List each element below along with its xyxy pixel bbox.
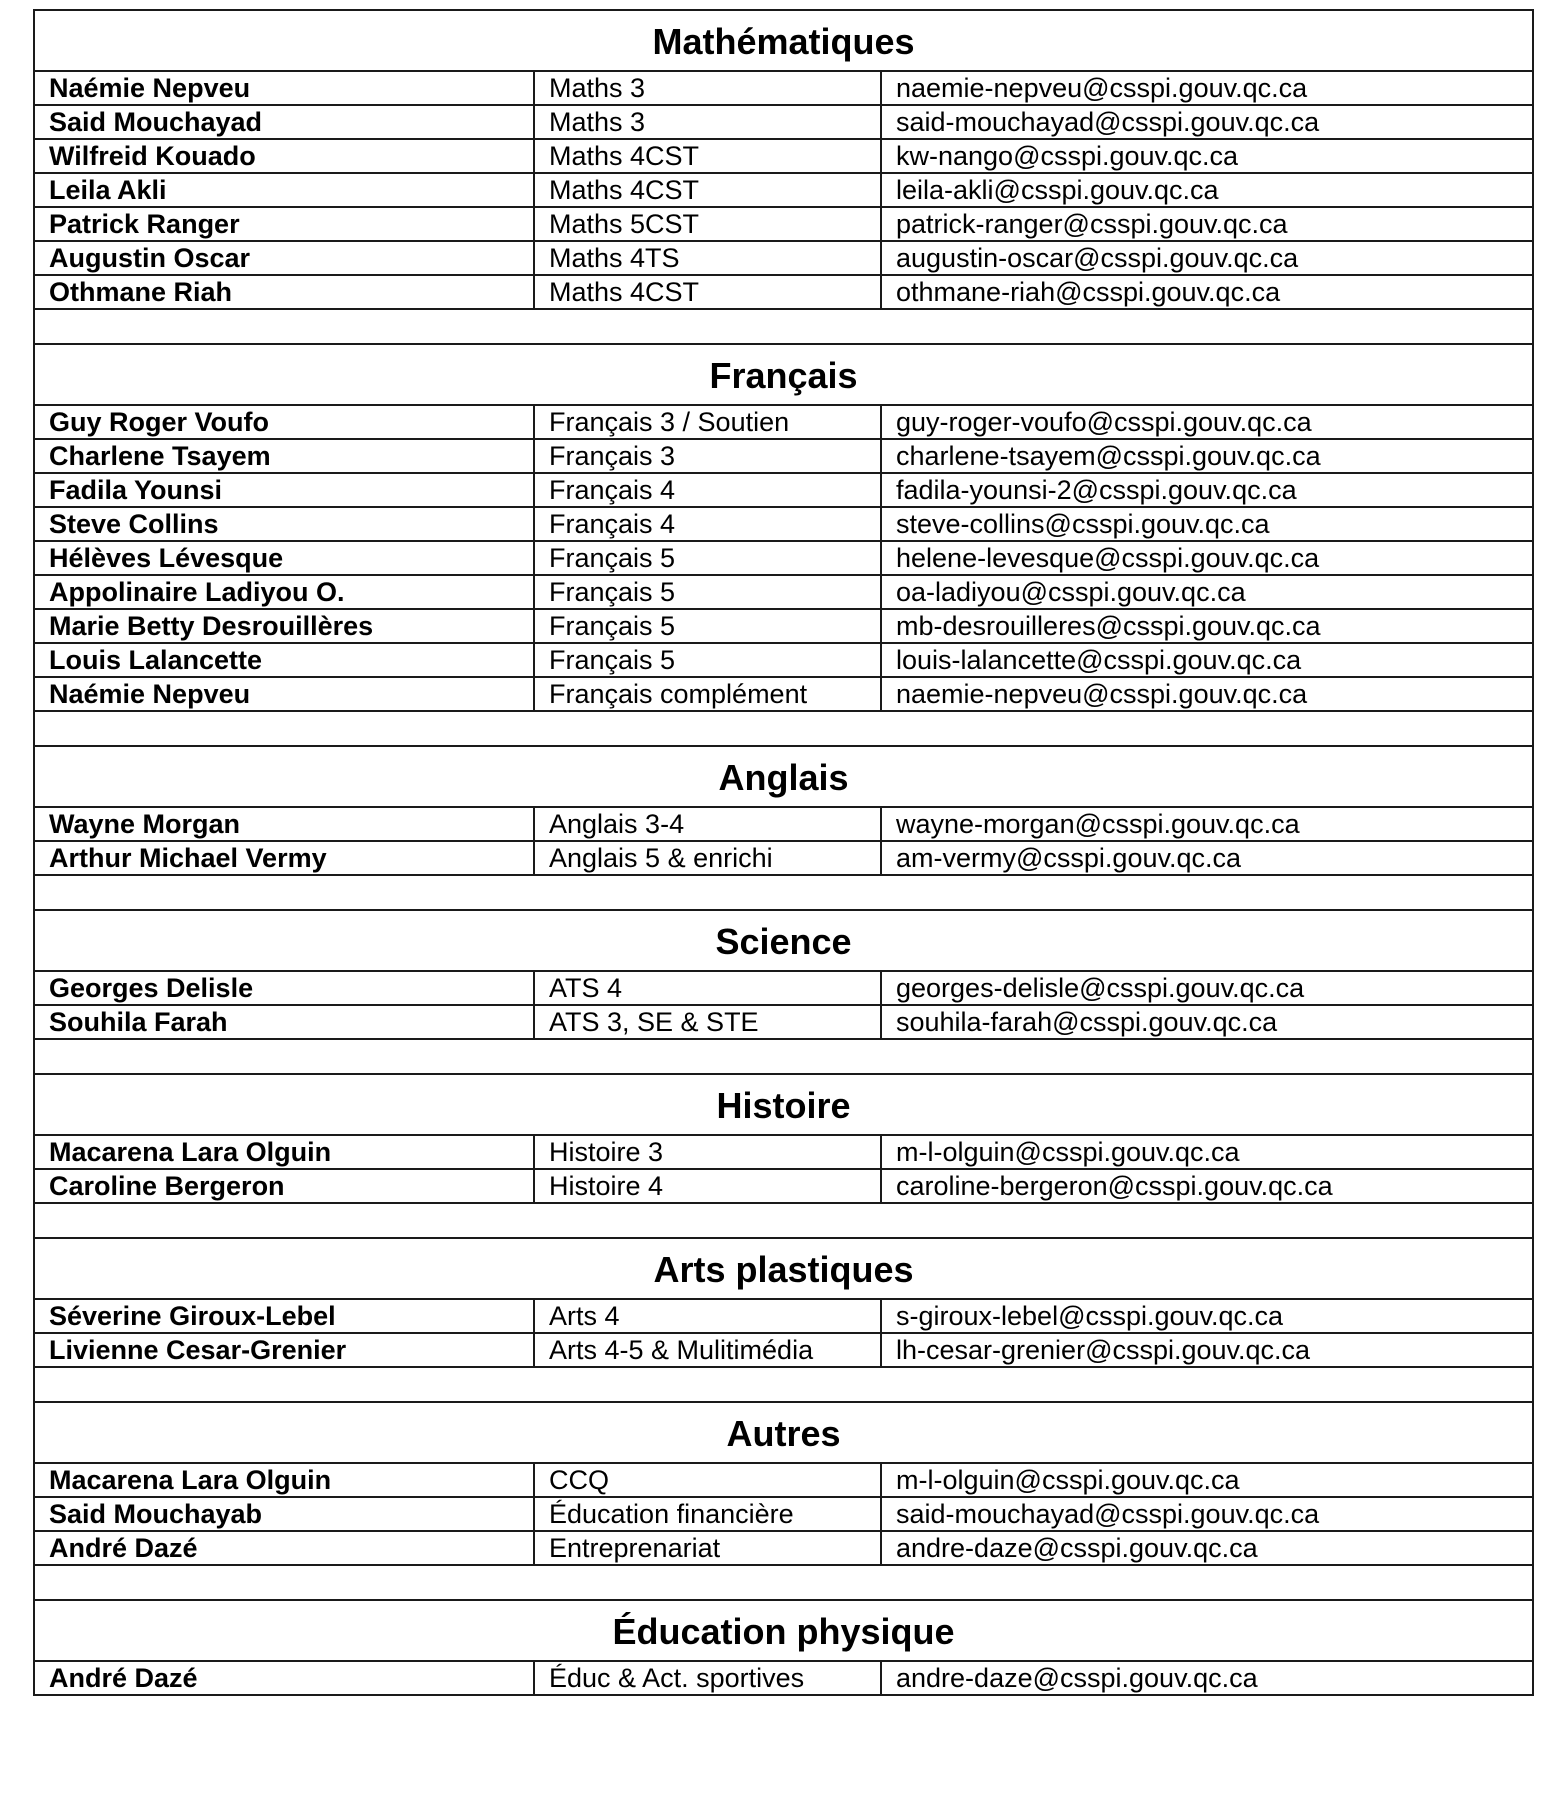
section-title: Arts plastiques	[34, 1238, 1533, 1299]
spacer-cell	[34, 711, 1533, 746]
course-name: Français 3	[534, 439, 881, 473]
email-address: m-l-olguin@csspi.gouv.qc.ca	[881, 1463, 1533, 1497]
table-row	[34, 1169, 1533, 1203]
email-address: andre-daze@csspi.gouv.qc.ca	[881, 1661, 1533, 1695]
table-row	[34, 241, 1533, 275]
teacher-name: Wilfreid Kouado	[34, 139, 534, 173]
course-name: Français 5	[534, 575, 881, 609]
email-address: louis-lalancette@csspi.gouv.qc.ca	[881, 643, 1533, 677]
section-title: Autres	[34, 1402, 1533, 1463]
email-address: said-mouchayad@csspi.gouv.qc.ca	[881, 105, 1533, 139]
email-address: othmane-riah@csspi.gouv.qc.ca	[881, 275, 1533, 309]
table-row	[34, 1005, 1533, 1039]
course-name: Maths 5CST	[534, 207, 881, 241]
teacher-name: Steve Collins	[34, 507, 534, 541]
table-row	[34, 643, 1533, 677]
teacher-name: Appolinaire Ladiyou O.	[34, 575, 534, 609]
table-row	[34, 609, 1533, 643]
table-row	[34, 173, 1533, 207]
spacer-cell	[34, 309, 1533, 344]
table-row	[34, 1497, 1533, 1531]
email-address: wayne-morgan@csspi.gouv.qc.ca	[881, 807, 1533, 841]
teacher-name: Leila Akli	[34, 173, 534, 207]
spacer-row	[34, 1565, 1533, 1600]
course-name: Entreprenariat	[534, 1531, 881, 1565]
course-name: ATS 3, SE & STE	[534, 1005, 881, 1039]
staff-directory-table	[33, 9, 1534, 1696]
email-address: am-vermy@csspi.gouv.qc.ca	[881, 841, 1533, 875]
teacher-name: Wayne Morgan	[34, 807, 534, 841]
spacer-cell	[34, 1565, 1533, 1600]
teacher-name: Hélèves Lévesque	[34, 541, 534, 575]
teacher-name: Georges Delisle	[34, 971, 534, 1005]
course-name: Français 4	[534, 473, 881, 507]
table-row	[34, 1661, 1533, 1695]
course-name: Maths 4CST	[534, 173, 881, 207]
email-address: leila-akli@csspi.gouv.qc.ca	[881, 173, 1533, 207]
course-name: Histoire 3	[534, 1135, 881, 1169]
table-row	[34, 439, 1533, 473]
section-header-row	[34, 1238, 1533, 1299]
spacer-cell	[34, 875, 1533, 910]
email-address: naemie-nepveu@csspi.gouv.qc.ca	[881, 677, 1533, 711]
course-name: Anglais 5 & enrichi	[534, 841, 881, 875]
email-address: kw-nango@csspi.gouv.qc.ca	[881, 139, 1533, 173]
table-row	[34, 275, 1533, 309]
course-name: Français complément	[534, 677, 881, 711]
email-address: augustin-oscar@csspi.gouv.qc.ca	[881, 241, 1533, 275]
teacher-name: Séverine Giroux-Lebel	[34, 1299, 534, 1333]
spacer-row	[34, 875, 1533, 910]
teacher-name: Caroline Bergeron	[34, 1169, 534, 1203]
table-row	[34, 71, 1533, 105]
section-title: Français	[34, 344, 1533, 405]
teacher-name: Patrick Ranger	[34, 207, 534, 241]
teacher-name: Augustin Oscar	[34, 241, 534, 275]
email-address: mb-desrouilleres@csspi.gouv.qc.ca	[881, 609, 1533, 643]
table-row	[34, 1531, 1533, 1565]
spacer-row	[34, 711, 1533, 746]
table-row	[34, 807, 1533, 841]
teacher-name: André Dazé	[34, 1661, 534, 1695]
course-name: Maths 4CST	[534, 275, 881, 309]
email-address: s-giroux-lebel@csspi.gouv.qc.ca	[881, 1299, 1533, 1333]
section-header-row	[34, 10, 1533, 71]
table-row	[34, 1463, 1533, 1497]
table-row	[34, 971, 1533, 1005]
teacher-name: Guy Roger Voufo	[34, 405, 534, 439]
course-name: Français 5	[534, 609, 881, 643]
table-row	[34, 1333, 1533, 1367]
section-title: Anglais	[34, 746, 1533, 807]
course-name: Maths 4TS	[534, 241, 881, 275]
teacher-name: Macarena Lara Olguin	[34, 1463, 534, 1497]
course-name: Arts 4-5 & Mulitimédia	[534, 1333, 881, 1367]
course-name: Français 3 / Soutien	[534, 405, 881, 439]
teacher-name: Othmane Riah	[34, 275, 534, 309]
email-address: oa-ladiyou@csspi.gouv.qc.ca	[881, 575, 1533, 609]
table-row	[34, 207, 1533, 241]
course-name: Maths 4CST	[534, 139, 881, 173]
section-header-row	[34, 1402, 1533, 1463]
course-name: Français 4	[534, 507, 881, 541]
teacher-name: André Dazé	[34, 1531, 534, 1565]
email-address: fadila-younsi-2@csspi.gouv.qc.ca	[881, 473, 1533, 507]
email-address: caroline-bergeron@csspi.gouv.qc.ca	[881, 1169, 1533, 1203]
table-row	[34, 677, 1533, 711]
teacher-name: Arthur Michael Vermy	[34, 841, 534, 875]
table-row	[34, 405, 1533, 439]
table-row	[34, 105, 1533, 139]
section-title: Éducation physique	[34, 1600, 1533, 1661]
table-row	[34, 473, 1533, 507]
section-header-row	[34, 1600, 1533, 1661]
teacher-name: Louis Lalancette	[34, 643, 534, 677]
spacer-row	[34, 1367, 1533, 1402]
teacher-name: Souhila Farah	[34, 1005, 534, 1039]
spacer-row	[34, 1039, 1533, 1074]
section-title: Science	[34, 910, 1533, 971]
course-name: Arts 4	[534, 1299, 881, 1333]
section-title: Histoire	[34, 1074, 1533, 1135]
spacer-row	[34, 309, 1533, 344]
spacer-cell	[34, 1203, 1533, 1238]
email-address: m-l-olguin@csspi.gouv.qc.ca	[881, 1135, 1533, 1169]
table-row	[34, 841, 1533, 875]
course-name: Éducation financière	[534, 1497, 881, 1531]
staff-directory-body	[34, 10, 1533, 1695]
teacher-name: Macarena Lara Olguin	[34, 1135, 534, 1169]
course-name: Maths 3	[534, 71, 881, 105]
section-header-row	[34, 746, 1533, 807]
email-address: andre-daze@csspi.gouv.qc.ca	[881, 1531, 1533, 1565]
table-row	[34, 1299, 1533, 1333]
email-address: steve-collins@csspi.gouv.qc.ca	[881, 507, 1533, 541]
table-row	[34, 139, 1533, 173]
email-address: souhila-farah@csspi.gouv.qc.ca	[881, 1005, 1533, 1039]
table-row	[34, 507, 1533, 541]
section-header-row	[34, 344, 1533, 405]
email-address: guy-roger-voufo@csspi.gouv.qc.ca	[881, 405, 1533, 439]
teacher-name: Said Mouchayab	[34, 1497, 534, 1531]
email-address: said-mouchayad@csspi.gouv.qc.ca	[881, 1497, 1533, 1531]
email-address: georges-delisle@csspi.gouv.qc.ca	[881, 971, 1533, 1005]
course-name: Histoire 4	[534, 1169, 881, 1203]
course-name: Anglais 3-4	[534, 807, 881, 841]
table-row	[34, 575, 1533, 609]
spacer-cell	[34, 1367, 1533, 1402]
teacher-name: Livienne Cesar-Grenier	[34, 1333, 534, 1367]
spacer-cell	[34, 1039, 1533, 1074]
email-address: helene-levesque@csspi.gouv.qc.ca	[881, 541, 1533, 575]
email-address: lh-cesar-grenier@csspi.gouv.qc.ca	[881, 1333, 1533, 1367]
teacher-name: Marie Betty Desrouillères	[34, 609, 534, 643]
section-header-row	[34, 910, 1533, 971]
section-title: Mathématiques	[34, 10, 1533, 71]
course-name: Français 5	[534, 541, 881, 575]
course-name: Français 5	[534, 643, 881, 677]
table-row	[34, 541, 1533, 575]
email-address: charlene-tsayem@csspi.gouv.qc.ca	[881, 439, 1533, 473]
course-name: ATS 4	[534, 971, 881, 1005]
course-name: Maths 3	[534, 105, 881, 139]
teacher-name: Fadila Younsi	[34, 473, 534, 507]
course-name: Éduc & Act. sportives	[534, 1661, 881, 1695]
email-address: naemie-nepveu@csspi.gouv.qc.ca	[881, 71, 1533, 105]
section-header-row	[34, 1074, 1533, 1135]
teacher-name: Charlene Tsayem	[34, 439, 534, 473]
email-address: patrick-ranger@csspi.gouv.qc.ca	[881, 207, 1533, 241]
table-row	[34, 1135, 1533, 1169]
teacher-name: Naémie Nepveu	[34, 677, 534, 711]
spacer-row	[34, 1203, 1533, 1238]
teacher-name: Said Mouchayad	[34, 105, 534, 139]
course-name: CCQ	[534, 1463, 881, 1497]
teacher-name: Naémie Nepveu	[34, 71, 534, 105]
